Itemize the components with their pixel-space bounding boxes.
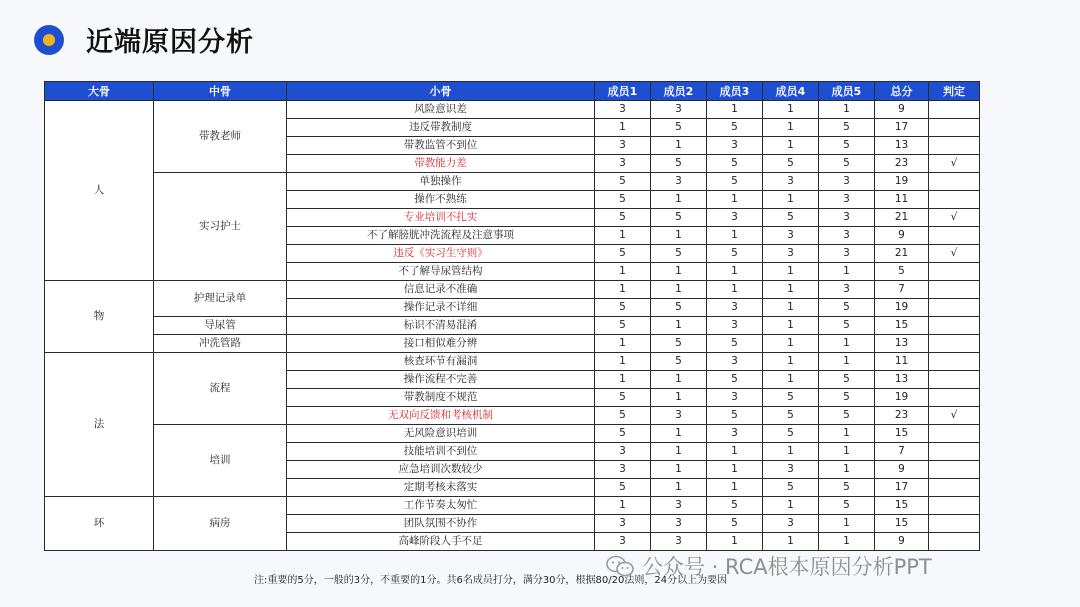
score-cell: 5 xyxy=(595,299,651,317)
score-cell: 5 xyxy=(595,407,651,425)
category-mid-cell: 实习护士 xyxy=(154,173,287,281)
score-cell: 5 xyxy=(651,119,707,137)
score-cell: 3 xyxy=(763,515,819,533)
header-cell: 成员2 xyxy=(651,82,707,101)
cause-cell: 高峰阶段人手不足 xyxy=(287,533,595,551)
cause-cell: 带教能力差 xyxy=(287,155,595,173)
score-cell: 1 xyxy=(651,137,707,155)
score-cell: 3 xyxy=(651,533,707,551)
verdict-cell xyxy=(929,173,980,191)
score-cell: 5 xyxy=(819,317,875,335)
cause-cell: 核查环节有漏洞 xyxy=(287,353,595,371)
total-cell: 19 xyxy=(875,173,929,191)
score-cell: 1 xyxy=(763,263,819,281)
score-cell: 1 xyxy=(763,299,819,317)
category-mid-cell: 流程 xyxy=(154,353,287,425)
score-cell: 1 xyxy=(763,281,819,299)
score-cell: 1 xyxy=(763,497,819,515)
score-cell: 1 xyxy=(651,281,707,299)
header-cell: 成员1 xyxy=(595,82,651,101)
score-cell: 5 xyxy=(651,353,707,371)
score-cell: 3 xyxy=(595,461,651,479)
score-cell: 3 xyxy=(651,497,707,515)
score-cell: 1 xyxy=(763,191,819,209)
score-cell: 1 xyxy=(651,461,707,479)
total-cell: 5 xyxy=(875,263,929,281)
score-cell: 1 xyxy=(595,119,651,137)
score-cell: 3 xyxy=(819,245,875,263)
watermark-text: 公众号 · RCA根本原因分析PPT xyxy=(642,555,932,579)
score-cell: 1 xyxy=(651,371,707,389)
score-cell: 5 xyxy=(819,299,875,317)
cause-cell: 操作流程不完善 xyxy=(287,371,595,389)
score-cell: 5 xyxy=(595,389,651,407)
verdict-cell xyxy=(929,191,980,209)
cause-cell: 工作节奏太匆忙 xyxy=(287,497,595,515)
score-cell: 3 xyxy=(707,209,763,227)
page-header xyxy=(34,20,254,59)
table-row xyxy=(45,497,980,515)
score-cell: 3 xyxy=(651,173,707,191)
score-cell: 3 xyxy=(763,461,819,479)
cause-cell: 不了解导尿管结构 xyxy=(287,263,595,281)
category-mid-cell: 带教老师 xyxy=(154,101,287,173)
score-cell: 1 xyxy=(707,101,763,119)
table-row xyxy=(45,281,980,299)
score-cell: 3 xyxy=(651,101,707,119)
category-mid-cell: 冲洗管路 xyxy=(154,335,287,353)
score-cell: 3 xyxy=(819,191,875,209)
category-major-cell: 物 xyxy=(45,281,154,353)
cause-cell: 信息记录不准确 xyxy=(287,281,595,299)
score-cell: 1 xyxy=(763,335,819,353)
score-cell: 5 xyxy=(707,119,763,137)
score-cell: 1 xyxy=(763,443,819,461)
cause-cell: 操作记录不详细 xyxy=(287,299,595,317)
total-cell: 7 xyxy=(875,443,929,461)
score-cell: 5 xyxy=(819,407,875,425)
total-cell: 15 xyxy=(875,515,929,533)
verdict-cell xyxy=(929,119,980,137)
score-cell: 3 xyxy=(707,137,763,155)
score-cell: 1 xyxy=(651,317,707,335)
header-cell: 成员4 xyxy=(763,82,819,101)
score-cell: 3 xyxy=(819,173,875,191)
total-cell: 13 xyxy=(875,371,929,389)
score-cell: 3 xyxy=(707,317,763,335)
cause-cell: 无风险意识培训 xyxy=(287,425,595,443)
verdict-cell xyxy=(929,317,980,335)
cause-cell: 应急培训次数较少 xyxy=(287,461,595,479)
score-cell: 5 xyxy=(763,389,819,407)
table-row xyxy=(45,317,980,335)
score-cell: 1 xyxy=(707,281,763,299)
verdict-cell xyxy=(929,101,980,119)
score-cell: 1 xyxy=(595,227,651,245)
cause-cell: 带教制度不规范 xyxy=(287,389,595,407)
total-cell: 13 xyxy=(875,335,929,353)
cause-cell: 操作不熟练 xyxy=(287,191,595,209)
score-cell: 1 xyxy=(819,353,875,371)
watermark xyxy=(606,551,932,581)
score-cell: 5 xyxy=(763,425,819,443)
verdict-cell xyxy=(929,389,980,407)
header-cell: 判定 xyxy=(929,82,980,101)
score-cell: 1 xyxy=(819,263,875,281)
score-cell: 1 xyxy=(763,533,819,551)
score-cell: 3 xyxy=(707,353,763,371)
cause-cell: 无双向反馈和考核机制 xyxy=(287,407,595,425)
cause-cell: 风险意识差 xyxy=(287,101,595,119)
cause-cell: 标识不清易混淆 xyxy=(287,317,595,335)
score-cell: 1 xyxy=(819,443,875,461)
score-cell: 5 xyxy=(819,389,875,407)
total-cell: 19 xyxy=(875,389,929,407)
total-cell: 21 xyxy=(875,209,929,227)
cause-cell: 带教监管不到位 xyxy=(287,137,595,155)
table-row xyxy=(45,425,980,443)
page-title: 近端原因分析 xyxy=(86,27,254,58)
cause-cell: 违反《实习生守则》 xyxy=(287,245,595,263)
table-row xyxy=(45,335,980,353)
total-cell: 15 xyxy=(875,497,929,515)
total-cell: 23 xyxy=(875,407,929,425)
score-cell: 3 xyxy=(595,101,651,119)
score-cell: 1 xyxy=(819,101,875,119)
score-cell: 5 xyxy=(763,155,819,173)
category-mid-cell: 导尿管 xyxy=(154,317,287,335)
score-cell: 1 xyxy=(595,371,651,389)
total-cell: 17 xyxy=(875,119,929,137)
verdict-cell xyxy=(929,263,980,281)
score-cell: 3 xyxy=(707,425,763,443)
score-cell: 1 xyxy=(707,443,763,461)
total-cell: 15 xyxy=(875,425,929,443)
cause-cell: 违反带教制度 xyxy=(287,119,595,137)
score-cell: 3 xyxy=(595,515,651,533)
score-cell: 5 xyxy=(763,209,819,227)
score-cell: 3 xyxy=(595,155,651,173)
total-cell: 19 xyxy=(875,299,929,317)
verdict-cell xyxy=(929,443,980,461)
score-cell: 1 xyxy=(651,425,707,443)
verdict-cell xyxy=(929,335,980,353)
score-cell: 1 xyxy=(707,263,763,281)
cause-cell: 团队氛围不协作 xyxy=(287,515,595,533)
verdict-cell xyxy=(929,371,980,389)
score-cell: 5 xyxy=(707,155,763,173)
score-cell: 1 xyxy=(707,479,763,497)
score-cell: 1 xyxy=(595,353,651,371)
header-cell: 大骨 xyxy=(45,82,154,101)
title-bullet-icon xyxy=(34,25,64,55)
total-cell: 9 xyxy=(875,533,929,551)
total-cell: 9 xyxy=(875,461,929,479)
score-cell: 3 xyxy=(595,533,651,551)
total-cell: 11 xyxy=(875,191,929,209)
total-cell: 9 xyxy=(875,101,929,119)
score-cell: 5 xyxy=(595,317,651,335)
score-cell: 3 xyxy=(707,389,763,407)
footnote: 注:重要的5分，一般的3分，不重要的1分。共6名成员打分，满分30分，根据80/20法则，24分以上为要因 xyxy=(254,575,728,586)
verdict-cell xyxy=(929,425,980,443)
verdict-cell: √ xyxy=(929,209,980,227)
total-cell: 9 xyxy=(875,227,929,245)
header-cell: 中骨 xyxy=(154,82,287,101)
score-cell: 1 xyxy=(595,281,651,299)
score-cell: 1 xyxy=(763,101,819,119)
score-cell: 5 xyxy=(651,335,707,353)
cause-cell: 技能培训不到位 xyxy=(287,443,595,461)
score-cell: 5 xyxy=(595,425,651,443)
verdict-cell xyxy=(929,497,980,515)
cause-cell: 不了解膀胱冲洗流程及注意事项 xyxy=(287,227,595,245)
score-cell: 1 xyxy=(651,443,707,461)
header-cell: 成员3 xyxy=(707,82,763,101)
total-cell: 13 xyxy=(875,137,929,155)
score-cell: 3 xyxy=(819,209,875,227)
verdict-cell: √ xyxy=(929,245,980,263)
table-row xyxy=(45,173,980,191)
score-cell: 1 xyxy=(819,335,875,353)
header-cell: 总分 xyxy=(875,82,929,101)
table-row xyxy=(45,353,980,371)
score-cell: 1 xyxy=(651,227,707,245)
score-cell: 5 xyxy=(707,515,763,533)
score-cell: 5 xyxy=(707,371,763,389)
score-cell: 1 xyxy=(819,425,875,443)
total-cell: 7 xyxy=(875,281,929,299)
total-cell: 23 xyxy=(875,155,929,173)
score-cell: 5 xyxy=(595,209,651,227)
score-cell: 1 xyxy=(595,263,651,281)
verdict-cell xyxy=(929,533,980,551)
score-cell: 1 xyxy=(707,191,763,209)
score-cell: 3 xyxy=(819,227,875,245)
table-header-row xyxy=(45,82,980,101)
cause-cell: 专业培训不扎实 xyxy=(287,209,595,227)
score-cell: 5 xyxy=(707,335,763,353)
score-cell: 5 xyxy=(707,173,763,191)
score-cell: 3 xyxy=(819,281,875,299)
score-cell: 3 xyxy=(763,173,819,191)
score-cell: 1 xyxy=(819,515,875,533)
score-cell: 5 xyxy=(819,479,875,497)
score-cell: 5 xyxy=(651,155,707,173)
score-cell: 1 xyxy=(595,497,651,515)
score-cell: 5 xyxy=(651,299,707,317)
table-row xyxy=(45,101,980,119)
score-cell: 5 xyxy=(651,209,707,227)
header-cell: 小骨 xyxy=(287,82,595,101)
rca-analysis-table xyxy=(44,81,980,551)
score-cell: 5 xyxy=(595,191,651,209)
score-cell: 1 xyxy=(651,263,707,281)
score-cell: 5 xyxy=(595,479,651,497)
verdict-cell xyxy=(929,299,980,317)
score-cell: 5 xyxy=(763,407,819,425)
verdict-cell: √ xyxy=(929,407,980,425)
category-mid-cell: 病房 xyxy=(154,497,287,551)
score-cell: 1 xyxy=(707,533,763,551)
category-mid-cell: 护理记录单 xyxy=(154,281,287,317)
category-mid-cell: 培训 xyxy=(154,425,287,497)
score-cell: 1 xyxy=(651,389,707,407)
verdict-cell xyxy=(929,479,980,497)
score-cell: 5 xyxy=(819,497,875,515)
score-cell: 5 xyxy=(763,479,819,497)
score-cell: 1 xyxy=(651,191,707,209)
verdict-cell xyxy=(929,353,980,371)
score-cell: 5 xyxy=(819,155,875,173)
score-cell: 5 xyxy=(707,245,763,263)
score-cell: 5 xyxy=(707,407,763,425)
score-cell: 5 xyxy=(819,137,875,155)
cause-cell: 定期考核未落实 xyxy=(287,479,595,497)
score-cell: 5 xyxy=(819,371,875,389)
score-cell: 1 xyxy=(763,353,819,371)
score-cell: 1 xyxy=(763,119,819,137)
score-cell: 5 xyxy=(707,497,763,515)
cause-cell: 接口相似难分辨 xyxy=(287,335,595,353)
category-major-cell: 人 xyxy=(45,101,154,281)
score-cell: 1 xyxy=(763,137,819,155)
total-cell: 17 xyxy=(875,479,929,497)
score-cell: 5 xyxy=(595,173,651,191)
verdict-cell xyxy=(929,515,980,533)
total-cell: 15 xyxy=(875,317,929,335)
score-cell: 1 xyxy=(707,227,763,245)
verdict-cell xyxy=(929,227,980,245)
score-cell: 5 xyxy=(651,245,707,263)
score-cell: 3 xyxy=(595,137,651,155)
header-cell: 成员5 xyxy=(819,82,875,101)
score-cell: 1 xyxy=(595,335,651,353)
wechat-icon xyxy=(606,555,634,577)
score-cell: 3 xyxy=(595,443,651,461)
score-cell: 3 xyxy=(763,227,819,245)
verdict-cell: √ xyxy=(929,155,980,173)
score-cell: 1 xyxy=(651,479,707,497)
score-cell: 3 xyxy=(707,299,763,317)
score-cell: 1 xyxy=(819,461,875,479)
category-major-cell: 法 xyxy=(45,353,154,497)
category-major-cell: 环 xyxy=(45,497,154,551)
score-cell: 1 xyxy=(707,461,763,479)
score-cell: 1 xyxy=(819,533,875,551)
score-cell: 3 xyxy=(651,515,707,533)
total-cell: 21 xyxy=(875,245,929,263)
score-cell: 5 xyxy=(595,245,651,263)
score-cell: 5 xyxy=(819,119,875,137)
verdict-cell xyxy=(929,281,980,299)
cause-cell: 单独操作 xyxy=(287,173,595,191)
total-cell: 11 xyxy=(875,353,929,371)
score-cell: 1 xyxy=(763,317,819,335)
score-cell: 1 xyxy=(763,371,819,389)
score-cell: 3 xyxy=(651,407,707,425)
verdict-cell xyxy=(929,461,980,479)
verdict-cell xyxy=(929,137,980,155)
score-cell: 3 xyxy=(763,245,819,263)
